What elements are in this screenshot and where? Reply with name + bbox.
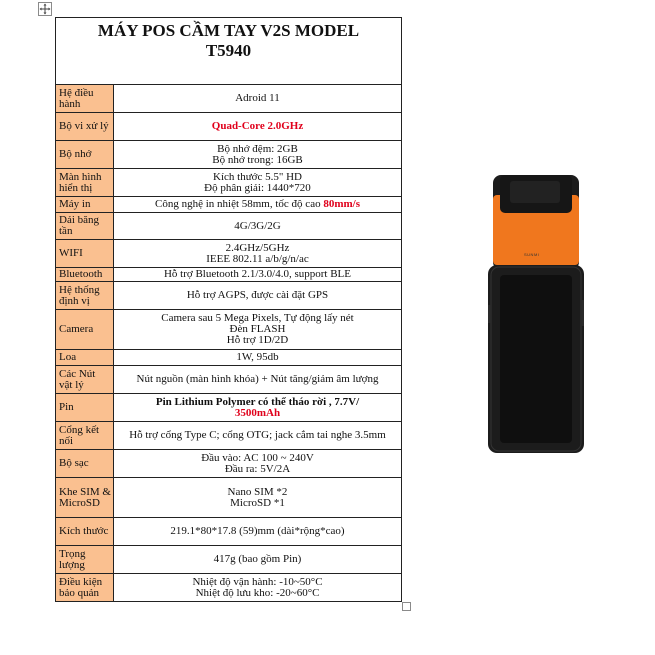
row-label-camera: Camera (56, 310, 114, 350)
value-line: IEEE 802.11 a/b/g/n/ac (206, 252, 309, 265)
row-label-bands: Dải băng tần (56, 213, 114, 240)
row-label-battery: Pin (56, 394, 114, 422)
row-label-cpu: Bộ vi xử lý (56, 113, 114, 141)
row-value-weight (114, 546, 402, 574)
row-label-wifi: WIFI (56, 240, 114, 268)
value-line: Đầu ra: 5V/2A (224, 462, 291, 475)
value-line: Quad-Core 2.0GHz (211, 120, 304, 132)
value-line: Adroid 11 (235, 92, 280, 104)
table-move-handle[interactable] (38, 2, 52, 16)
value-line: Pin Lithium Polymer có thể tháo rời , 7.7V/ (155, 395, 360, 408)
row-label-memory: Bộ nhớ (56, 141, 114, 169)
value-line: 2.4GHz/5GHz (225, 241, 290, 254)
value-highlight: 80mm/s (323, 198, 360, 210)
pos-device-illustration (488, 175, 584, 455)
row-label-charger: Bộ sạc (56, 450, 114, 478)
row-value-camera (114, 310, 402, 350)
value-line: Độ phân giải: 1440*720 (204, 181, 311, 194)
row-label-bluetooth: Bluetooth (56, 268, 114, 282)
value-line: 417g (bao gồm Pin) (213, 553, 302, 565)
row-value-gps (114, 282, 402, 310)
row-value-printer (114, 197, 402, 213)
row-label-display: Màn hình hiển thị (56, 169, 114, 197)
row-value-bands (114, 213, 402, 240)
row-label-buttons: Các Nút vật lý (56, 366, 114, 394)
row-value-speaker (114, 350, 402, 366)
row-label-os: Hệ điều hành (56, 85, 114, 113)
value-line: Đèn FLASH (229, 323, 286, 335)
value-line: 1W, 95db (236, 351, 279, 363)
value-line: Kích thước 5.5" HD (213, 170, 302, 183)
value-line: 219.1*80*17.8 (59)mm (dài*rộng*cao) (170, 525, 345, 537)
value-line: 4G/3G/2G (234, 219, 281, 232)
value-line: Bộ nhớ trong: 16GB (212, 153, 303, 166)
row-value-bluetooth (114, 268, 402, 282)
row-value-storage (114, 574, 402, 602)
row-label-printer: Máy in (56, 197, 114, 213)
row-value-memory (114, 141, 402, 169)
row-value-battery (114, 394, 402, 422)
table-title (56, 18, 402, 85)
value-line: Nút nguồn (màn hình khóa) + Nút tăng/giảm âm lượng (136, 373, 379, 385)
value-line: Camera sau 5 Mega Pixels, Tự động lấy nét (161, 312, 354, 324)
value-line: Bộ nhớ đệm: 2GB (217, 142, 298, 155)
row-value-charger (114, 450, 402, 478)
row-value-dimensions (114, 518, 402, 546)
value-line: Hỗ trợ 1D/2D (226, 334, 289, 346)
table-resize-handle[interactable] (402, 602, 411, 611)
row-label-gps: Hệ thống định vị (56, 282, 114, 310)
value-line: MicroSD *1 (230, 496, 285, 509)
row-label-ports: Cổng kết nối (56, 422, 114, 450)
value-line: Đầu vào: AC 100 ~ 240V (201, 451, 314, 464)
title-line-2: T5940 (205, 41, 252, 60)
value-line: Nano SIM *2 (227, 485, 288, 498)
pos-device-image (488, 175, 584, 455)
row-value-ports (114, 422, 402, 450)
row-value-os (114, 85, 402, 113)
value-line: Nhiệt độ lưu kho: -20~60°C (195, 586, 320, 599)
row-label-sim: Khe SIM & MicroSD (56, 478, 114, 518)
value-line: Hỗ trợ Bluetooth 2.1/3.0/4.0, support BLE (163, 268, 351, 280)
row-label-storage: Điều kiện bảo quản (56, 574, 114, 602)
value-line: Công nghệ in nhiệt 58mm, tốc độ cao (154, 198, 324, 210)
value-line: Hỗ trợ AGPS, được cài đặt GPS (186, 289, 329, 301)
title-line-1: MÁY POS CẦM TAY V2S MODEL (97, 21, 360, 40)
row-value-wifi (114, 240, 402, 268)
row-value-display (114, 169, 402, 197)
row-label-speaker: Loa (56, 350, 114, 366)
spec-table (55, 17, 402, 602)
row-value-cpu (114, 113, 402, 141)
value-highlight: 3500mAh (234, 406, 281, 419)
device-brand-label: SUNMI (524, 252, 540, 257)
row-value-sim (114, 478, 402, 518)
value-line: Nhiệt độ vận hành: -10~50°C (192, 575, 323, 588)
row-label-weight: Trọng lượng (56, 546, 114, 574)
value-line: Hỗ trợ cổng Type C; cổng OTG; jack cắm tai nghe 3.5mm (129, 429, 386, 441)
row-label-dimensions: Kích thước (56, 518, 114, 546)
row-value-buttons (114, 366, 402, 394)
